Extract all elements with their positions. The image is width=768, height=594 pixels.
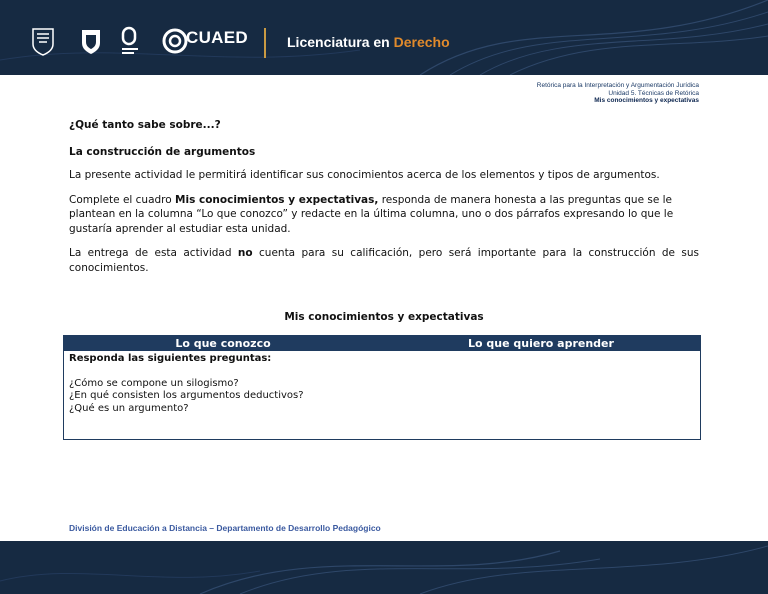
unam-seal-icon — [30, 26, 56, 56]
topic-heading: La construcción de argumentos — [69, 145, 256, 158]
cell-lead: Responda las siguientes preguntas: — [69, 353, 272, 364]
knowledge-table — [63, 335, 701, 440]
table-title: Mis conocimientos y expectativas — [284, 311, 484, 323]
cuaed-brand: CUAED — [186, 28, 248, 47]
note-bold: no — [237, 247, 253, 259]
note-text-1: La entrega de esta actividad — [69, 247, 238, 259]
question-item: ¿Cómo se compone un silogismo? — [69, 377, 239, 389]
note-paragraph — [69, 246, 699, 275]
footer-wave-pattern — [0, 541, 768, 594]
note-text-2: cuenta para su calificación, pero será importante para la construcción de sus conocimientos. — [69, 247, 700, 274]
activity-name: Mis conocimientos y expectativas — [594, 97, 699, 104]
course-meta — [537, 82, 699, 105]
page-header — [0, 0, 768, 75]
question-item: ¿En qué consisten los argumentos deductivos? — [69, 390, 304, 401]
question-heading: ¿Qué tanto sabe sobre...? — [69, 119, 221, 131]
question-item: ¿Qué es un argumento? — [69, 402, 189, 414]
division-logo-icon — [120, 26, 142, 56]
column-header-learn: Lo que quiero aprender — [468, 337, 614, 350]
program-prefix: Licenciatura en — [287, 34, 394, 50]
table-header — [64, 336, 700, 351]
course-name: Retórica para la Interpretación y Argumentación Jurídica — [536, 82, 699, 89]
footer-text: División de Educación a Distancia – Departamento de Desarrollo Pedagógico — [69, 523, 381, 533]
program-accent: Derecho — [393, 34, 450, 50]
column-header-known: Lo que conozco — [175, 337, 271, 350]
known-cell[interactable] — [64, 351, 700, 417]
instructions-paragraph — [69, 193, 699, 237]
header-divider — [264, 28, 266, 58]
program-title — [287, 34, 450, 50]
instructions-bold: Mis conocimientos y expectativas, — [175, 193, 379, 206]
instructions-text-2: responda de manera honesta a las preguntas que se le plantean en la columna “Lo que conozco” y redacte en la última columna, uno o dos párrafos expresando lo que le gustaría aprender al estudiar esta unidad. — [69, 193, 674, 235]
instructions-text-1: Complete el cuadro — [69, 193, 176, 206]
unit-name: Unidad 5. Técnicas de Retórica — [608, 89, 699, 97]
page-footer — [0, 541, 768, 594]
intro-paragraph: La presente actividad le permitirá identificar sus conocimientos acerca de los elementos y tipos de argumentos. — [69, 169, 660, 181]
main-content — [69, 118, 699, 285]
shield-icon — [78, 26, 104, 56]
